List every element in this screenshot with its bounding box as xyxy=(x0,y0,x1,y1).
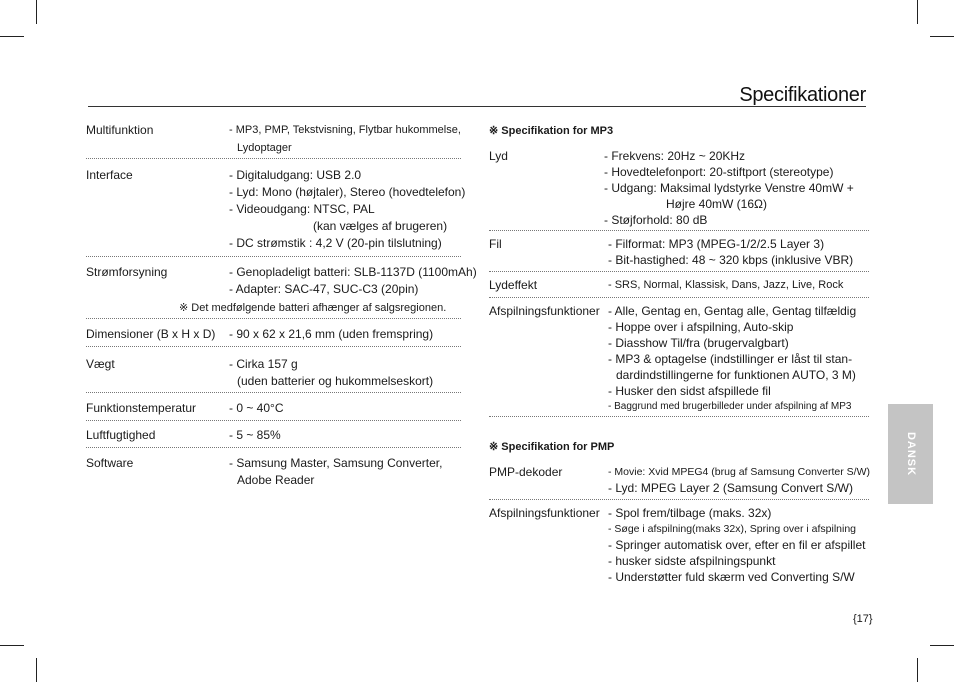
section-heading-mp3: ※ Specifikation for MP3 xyxy=(489,125,614,137)
page-title: Specifikationer xyxy=(739,84,866,106)
spec-label: Dimensioner (B x H x D) xyxy=(86,327,216,341)
spec-value: - 5 ~ 85% xyxy=(229,428,281,442)
crop-mark xyxy=(917,0,918,24)
spec-value: - Cirka 157 g (uden batterier og hukommelseskort) xyxy=(229,357,434,388)
spec-label: Luftfugtighed xyxy=(86,428,156,442)
page-number: {17} xyxy=(853,613,873,625)
crop-mark xyxy=(36,0,37,24)
spec-label: Afspilningsfunktioner xyxy=(489,506,600,520)
spec-label: Vægt xyxy=(86,357,115,371)
spec-value: - 90 x 62 x 21,6 mm (uden fremspring) xyxy=(229,327,434,341)
section-heading-pmp: ※ Specifikation for PMP xyxy=(489,441,615,453)
crop-mark xyxy=(930,645,954,646)
spec-value: - SRS, Normal, Klassisk, Dans, Jazz, Live, Rock xyxy=(608,279,844,291)
divider xyxy=(86,346,461,347)
divider xyxy=(86,158,461,159)
crop-mark xyxy=(36,658,37,682)
spec-label: Afspilningsfunktioner xyxy=(489,304,600,318)
spec-value: - MP3, PMP, Tekstvisning, Flytbar hukommelse, Lydoptager xyxy=(229,124,461,154)
divider xyxy=(86,420,461,421)
crop-mark xyxy=(930,36,954,37)
spec-label: PMP-dekoder xyxy=(489,465,563,479)
spec-value: - Spol frem/tilbage (maks. 32x) - Søge i afspilning(maks 32x), Spring over i afspilning - Springer automatisk over, efter en fil er afspillet - husker sidste afspilningspunkt - Understøtter fuld skærm ved Converting S/W xyxy=(608,506,866,584)
divider xyxy=(86,256,461,257)
language-tab-label: DANSK xyxy=(904,431,917,477)
title-rule xyxy=(88,106,866,107)
spec-value: - Frekvens: 20Hz ~ 20KHz - Hovedtelefonport: 20-stiftport (stereotype) - Udgang: Maksimal lydstyrke Venstre 40mW + Højre 40mW (16Ω) - Støjforhold: 80 dB xyxy=(604,149,854,227)
spec-value: - Samsung Master, Samsung Converter, Adobe Reader xyxy=(229,456,443,487)
divider xyxy=(489,499,869,500)
spec-value: - Digitaludgang: USB 2.0 - Lyd: Mono (højtaler), Stereo (hovedtelefon) - Videoudgang: NTSC, PAL (kan vælges af brugeren) - DC strømstik : 4,2 V (20-pin tilslutning) xyxy=(229,168,466,250)
spec-label: Lydeffekt xyxy=(489,278,538,292)
spec-label: Funktionstemperatur xyxy=(86,401,197,415)
language-tab xyxy=(888,404,933,504)
spec-label: Strømforsyning xyxy=(86,265,168,279)
battery-note: ※ Det medfølgende batteri afhænger af salgsregionen. xyxy=(179,302,447,314)
divider xyxy=(489,416,869,417)
crop-mark xyxy=(0,36,24,37)
divider xyxy=(86,318,461,319)
spec-label: Multifunktion xyxy=(86,123,154,137)
spec-label: Fil xyxy=(489,237,502,251)
crop-mark xyxy=(917,658,918,682)
divider xyxy=(86,447,461,448)
spec-label: Interface xyxy=(86,168,133,182)
spec-value: - Movie: Xvid MPEG4 (brug af Samsung Converter S/W) - Lyd: MPEG Layer 2 (Samsung Convert S/W) xyxy=(608,466,871,495)
divider xyxy=(489,297,869,298)
spec-value: - Alle, Gentag en, Gentag alle, Gentag tilfældig - Hoppe over i afspilning, Auto-skip - Diasshow Til/fra (brugervalgbart) - MP3 & optagelse (indstillinger er låst til stan- dardindstillingerne for funktionen AUTO, 3 M) - Husker den sidst afspillede fil - Baggrund med brugerbilleder under afspilning af MP3 xyxy=(608,304,857,412)
crop-mark xyxy=(0,645,24,646)
spec-value: - Filformat: MP3 (MPEG-1/2/2.5 Layer 3) - Bit-hastighed: 48 ~ 320 kbps (inklusive VBR) xyxy=(608,237,854,267)
spec-label: Software xyxy=(86,456,134,470)
spec-value: - Genopladeligt batteri: SLB-1137D (1100mAh) - Adapter: SAC-47, SUC-C3 (20pin) xyxy=(229,265,477,296)
spec-label: Lyd xyxy=(489,149,508,163)
divider xyxy=(86,392,461,393)
divider xyxy=(489,271,869,272)
spec-value: - 0 ~ 40°C xyxy=(229,401,284,415)
divider xyxy=(489,230,869,231)
